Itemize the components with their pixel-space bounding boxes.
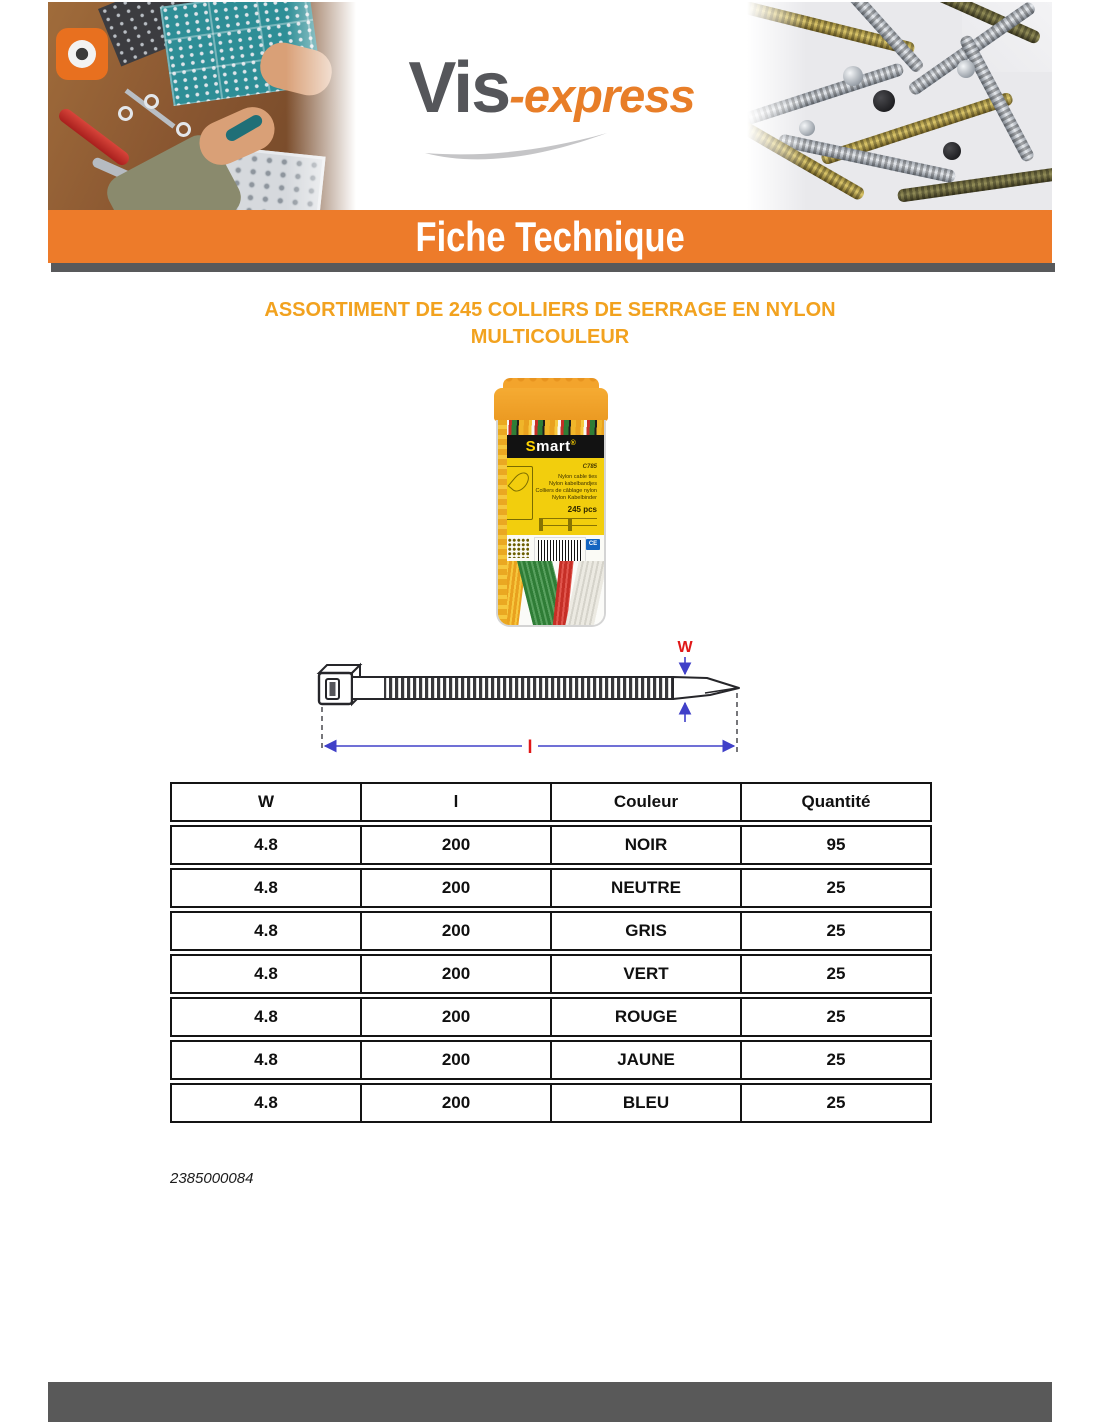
photo-fade (286, 2, 356, 210)
photo-prop (144, 94, 159, 109)
product-title-line1: ASSORTIMENT DE 245 COLLIERS DE SERRAGE EN NYLON (264, 299, 836, 321)
screw-head (843, 66, 863, 86)
cable-ties-top (498, 420, 604, 435)
diagram-width-label: W (677, 639, 693, 656)
workbench-photo (48, 2, 356, 210)
table-row: 4.8 200 JAUNE 25 (170, 1040, 932, 1080)
product-title (0, 297, 1100, 351)
col-header-l: l (360, 784, 550, 820)
logo-area (356, 2, 747, 210)
col-header-quantite: Quantité (740, 784, 930, 820)
jar-label-code: C785 (582, 464, 597, 470)
photo-fade (747, 2, 807, 210)
spec-table (170, 782, 932, 1126)
table-row: 4.8 200 BLEU 25 (170, 1083, 932, 1123)
ce-mark: CE (586, 539, 600, 550)
logo-swoosh (421, 131, 611, 165)
screw-head (873, 90, 895, 112)
logo-express-text: -express (509, 69, 695, 122)
vis-express-logo (408, 47, 694, 129)
banner (48, 210, 1052, 263)
jar-label-tie-drawing (505, 466, 533, 520)
product-title-line2: MULTICOULEUR (470, 326, 630, 348)
screw-head (957, 60, 975, 78)
photo-prop (176, 122, 191, 137)
jar-lid (494, 388, 608, 421)
banner-underline-bar (51, 263, 1055, 272)
col-header-w: W (257, 792, 275, 811)
jar-body (496, 420, 606, 627)
banner-title: Fiche Technique (415, 212, 685, 260)
tie-bunch (498, 420, 507, 625)
product-image-jar (492, 378, 610, 627)
diagram-length-label: l (527, 737, 533, 757)
col-header-couleur: Couleur (550, 784, 740, 820)
photo-prop (56, 28, 108, 80)
screw-head (943, 142, 961, 160)
footer-bar (48, 1382, 1052, 1422)
table-header-row (170, 782, 932, 822)
cable-ties-bottom (498, 561, 604, 627)
screws-photo (747, 2, 1052, 210)
jar-label-checkboxes (539, 518, 597, 531)
table-row: 4.8 200 ROUGE 25 (170, 997, 932, 1037)
smart-logo: Smart® (525, 438, 577, 455)
cable-tie-diagram (305, 633, 765, 778)
reference-number: 2385000084 (170, 1170, 254, 1187)
photo-prop (118, 106, 133, 121)
table-row: 4.8 200 VERT 25 (170, 954, 932, 994)
jar-label-languages: Nylon cable ties Nylon kabelbandjes Colliers de câblage nylon Nylon Kabelbinder (535, 474, 597, 501)
table-row: 4.8 200 NEUTRE 25 (170, 868, 932, 908)
jar-label-yellow (498, 458, 604, 535)
barcode (534, 537, 586, 564)
jar-label-brand-band (498, 435, 604, 458)
header (48, 2, 1052, 210)
table-row: 4.8 200 NOIR 95 (170, 825, 932, 865)
jar-label-count: 245 pcs (567, 505, 597, 514)
jar-label-barcode-band (498, 535, 604, 561)
logo-vis-text: Vis (408, 48, 510, 128)
table-row: 4.8 200 GRIS 25 (170, 911, 932, 951)
